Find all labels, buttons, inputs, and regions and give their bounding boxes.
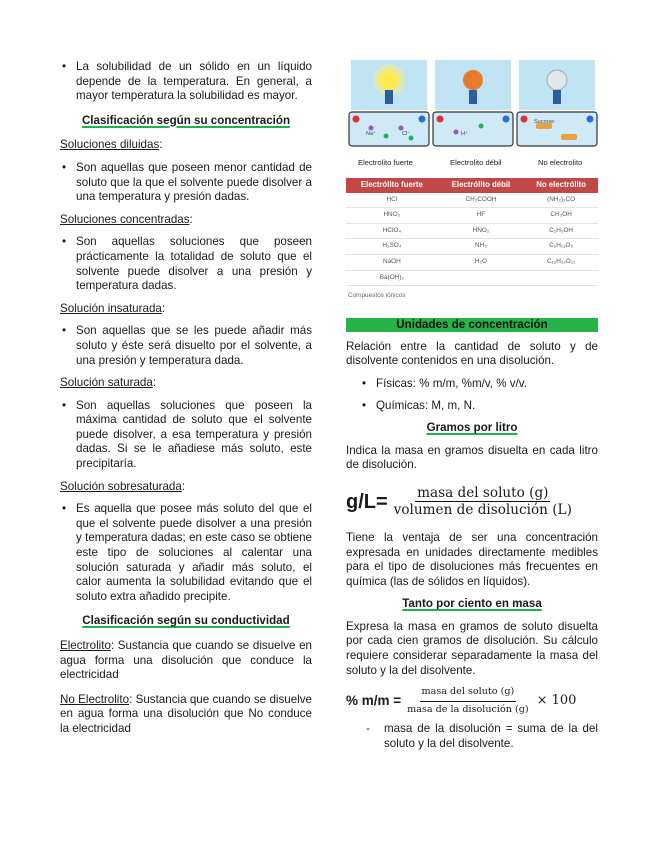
conductivity-figure [346,60,598,172]
mm-intro: Expresa la masa en gramos de soluto disuelta por cada cien gramos de disolución. Su cálculo requiere considerar separadamente la masa del soluto y la del disolvente. [346,619,598,677]
ion-label-na: Na⁺ [366,131,376,137]
def-insaturada: • Son aquellas que se les puede añadir más soluto y éste será disuelto por el solvente, a una presión y temperatura dada. [60,324,312,368]
def-concentradas: • Son aquellas soluciones que poseen prácticamente la totalidad de soluto que el solvente puede disolver a una presión y temperatura dadas. [60,235,312,293]
caption-strong: Electrolito fuerte [358,158,413,167]
units-quimicas: • Químicas: M, m, N. [360,399,598,414]
gl-fraction [392,486,574,518]
right-column [346,60,598,751]
gl-numerator: masa del soluto (g) [417,484,549,501]
def-electrolito: Electrolito: Sustancia que cuando se disuelve en agua forma una disolución que conduce la electricidad [60,639,312,682]
electrolyte-table [346,178,598,286]
term-saturada: Solución saturada: [60,376,157,390]
table-row: HCl CH₃COOH (NH₂)₂CO [346,193,598,208]
table-header: Electrólito fuerte [346,178,438,193]
mm-denominator: masa de la disolución (g) [407,703,529,715]
heading-conductivity: Clasificación según su conductividad [82,614,290,628]
mm-formula [346,686,598,716]
table-row: Ba(OH)₂ [346,270,598,286]
gl-denominator: volumen de disolución (L) [393,502,572,519]
mm-formula-label: % m/m = [346,692,402,708]
units-fisicas: • Físicas: % m/m, %m/v, % v/v. [360,377,598,392]
gl-formula [346,481,598,523]
gl-intro: Indica la masa en gramos disuelta en cada litro de disolución. [346,443,598,472]
table-row: H₂SO₄ NH₃ C₆H₁₂O₆ [346,239,598,255]
term-diluidas: Soluciones diluidas: [60,138,163,152]
intro-bullet: • La solubilidad de un sólido en un líquido depende de la temperatura. En general, a mayor temperatura la solubilidad es mayor. [60,60,312,104]
term-concentradas: Soluciones concentradas: [60,212,193,226]
table-footer: Compuestos iónicos [348,292,406,300]
mm-times: × 100 [536,692,577,708]
ion-label-cl: Cl⁻ [402,131,411,137]
def-diluidas: • Son aquellas que poseen menor cantidad de soluto que la que el solvente puede disolver a una temperatura y presión dadas. [60,161,312,205]
def-sobresaturada: • Es aquella que posee más soluto del que el que el solvente puede disolver a una presión y temperatura dadas; en este caso se obtiene este tipo de soluciones al calentar una solución saturada y añadir más soluto, el calor aumenta la solubilidad evitando que el soluto extra añadido precipite. [60,502,312,604]
term-sobresaturada: Solución sobresaturada: [60,479,186,493]
table-row: HNO₃ HF CH₃OH [346,208,598,224]
units-intro: Relación entre la cantidad de soluto y de disolvente contenidos en una disolución. [346,339,598,368]
table-row: NaOH H₂O C₁₂H₂₂O₁₁ [346,254,598,270]
gl-text: Tiene la ventaja de ser una concentración expresada en unidades directamente medibles para el tipo de disoluciones más frecuentes en química (las de sólidos en líquidos). [346,530,598,588]
ion-label-h: H⁺ [461,131,468,137]
heading-mm: Tanto por ciento en masa [402,597,542,611]
mm-numerator: masa del soluto (g) [420,685,517,702]
mm-note: - masa de la disolución = suma de la del soluto y la del disolvente. [346,722,598,751]
mm-fraction [405,685,530,717]
def-saturada: • Son aquellas soluciones que poseen la máxima cantidad de soluto que el solvente puede disolver, a esa temperatura y presión dadas. Si se le añadiese más soluto, este precipitaría. [60,399,312,472]
table-row: HClO₄ HNO₂ C₂H₅OH [346,223,598,239]
def-no-electrolito: No Electrolito: Sustancia que cuando se disuelve en agua forma una disolución que No conduce la electricidad [60,692,312,735]
beakers [349,112,597,146]
table-header: Electrólito débil [438,178,525,193]
heading-concentration: Clasificación según su concentración [81,113,291,127]
units-heading: Unidades de concentración [346,318,598,332]
caption-weak: Electrolito débil [450,158,502,167]
left-column [60,60,312,737]
gl-formula-label: g/L= [346,490,388,513]
term-insaturada: Solución insaturada: [60,301,166,315]
table-header: No electrólito [524,178,598,193]
caption-none: No electrolito [538,158,583,167]
heading-gl: Gramos por litro [426,421,518,435]
ion-label-sucrose: Sucrose [534,119,555,125]
